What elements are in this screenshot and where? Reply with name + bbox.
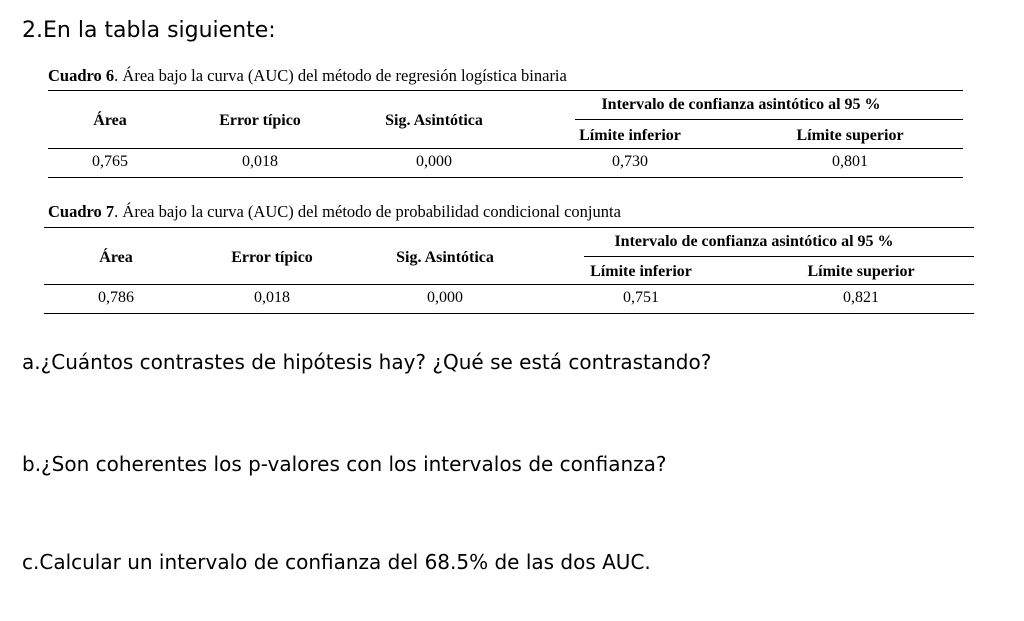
table6-header-area: Área xyxy=(93,112,127,129)
table7-header-rule xyxy=(44,284,974,285)
table7-top-rule xyxy=(44,227,974,228)
table6-bottom-rule xyxy=(48,177,963,178)
table7-caption-label: Cuadro 7 xyxy=(48,202,115,221)
table6-header-sig: Sig. Asintótica xyxy=(385,112,483,129)
table6-caption-label: Cuadro 6 xyxy=(48,66,115,85)
table6-header-error: Error típico xyxy=(219,112,301,129)
table7-header-error: Error típico xyxy=(231,249,313,266)
table6-header-rule xyxy=(48,148,963,149)
exercise-heading: 2.En la tabla siguiente: xyxy=(22,18,276,43)
table6-header-ci: Intervalo de confianza asintótico al 95 % xyxy=(601,96,881,113)
table6-cell-lower: 0,730 xyxy=(612,153,648,170)
table7-header-sig: Sig. Asintótica xyxy=(396,249,494,266)
table7 xyxy=(44,227,974,315)
table7-header-ci: Intervalo de confianza asintótico al 95 % xyxy=(614,233,894,250)
table6 xyxy=(48,90,963,179)
table6-caption xyxy=(48,66,567,86)
table7-cell-sig: 0,000 xyxy=(427,289,463,306)
table6-caption-text: . Área bajo la curva (AUC) del método de regresión logística binaria xyxy=(114,66,567,85)
table7-bottom-rule xyxy=(44,313,974,314)
table7-cell-error: 0,018 xyxy=(254,289,290,306)
question-b: b.¿Son coherentes los p-valores con los intervalos de confianza? xyxy=(22,452,667,476)
table7-ci-rule xyxy=(584,256,974,257)
table6-cell-error: 0,018 xyxy=(242,153,278,170)
table6-cell-sig: 0,000 xyxy=(416,153,452,170)
question-a: a.¿Cuántos contrastes de hipótesis hay? ¿Qué se está contrastando? xyxy=(22,350,712,374)
table6-ci-rule xyxy=(575,119,963,120)
table7-cell-upper: 0,821 xyxy=(843,289,879,306)
table7-header-upper: Límite superior xyxy=(807,263,915,280)
table6-cell-area: 0,765 xyxy=(92,153,128,170)
table7-cell-area: 0,786 xyxy=(98,289,134,306)
table7-header-lower: Límite inferior xyxy=(590,263,692,280)
table6-header-upper: Límite superior xyxy=(796,127,904,144)
table6-cell-upper: 0,801 xyxy=(832,153,868,170)
table7-caption-text: . Área bajo la curva (AUC) del método de probabilidad condicional conjunta xyxy=(114,202,621,221)
table7-header-area: Área xyxy=(99,249,133,266)
table7-caption xyxy=(48,202,621,222)
table7-cell-lower: 0,751 xyxy=(623,289,659,306)
question-c: c.Calcular un intervalo de confianza del 68.5% de las dos AUC. xyxy=(22,550,651,574)
table6-header-lower: Límite inferior xyxy=(579,127,681,144)
table6-top-rule xyxy=(48,90,963,91)
